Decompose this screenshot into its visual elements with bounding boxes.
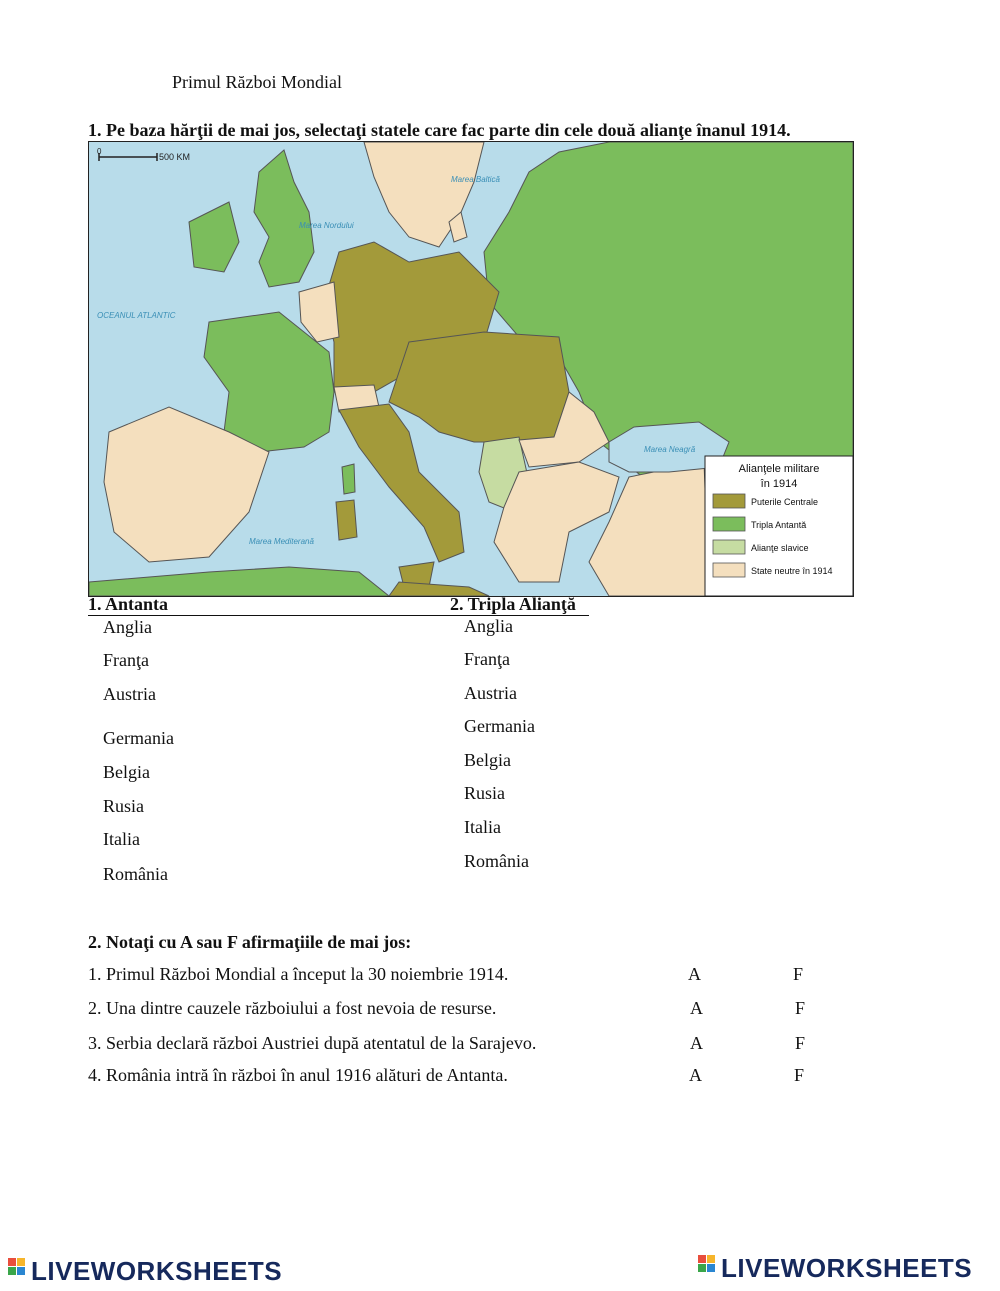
right-option-italia[interactable]: Italia (464, 817, 501, 837)
footer-logo-left-text: LIVEWORKSHEETS (31, 1256, 283, 1286)
scale-bar (97, 147, 190, 162)
statement-2-answer-a[interactable]: A (690, 998, 703, 1018)
left-option-germania[interactable]: Germania (103, 728, 174, 748)
label-marea-mediterana: Marea Mediterană (249, 537, 314, 546)
page-title: Primul Război Mondial (172, 72, 342, 92)
left-option-anglia[interactable]: Anglia (103, 617, 152, 637)
legend-label-entente: Tripla Antantă (751, 520, 807, 530)
map-corsica (342, 464, 355, 494)
footer-logo-right (698, 1253, 972, 1284)
left-option-romania[interactable]: România (103, 864, 168, 884)
legend-label-central: Puterile Centrale (751, 497, 819, 507)
statement-1: 1. Primul Război Mondial a început la 30 noiembrie 1914. (88, 964, 509, 984)
right-option-romania[interactable]: România (464, 851, 529, 871)
label-oceanul-atlantic: OCEANUL ATLANTIC (97, 311, 176, 320)
liveworksheets-logo-icon (698, 1255, 718, 1279)
footer-logo-left (8, 1256, 282, 1287)
left-option-italia[interactable]: Italia (103, 829, 140, 849)
map-legend (705, 456, 853, 596)
right-option-rusia[interactable]: Rusia (464, 783, 506, 803)
label-marea-nordului: Marea Nordului (299, 221, 354, 230)
left-option-belgia[interactable]: Belgia (103, 762, 150, 782)
europe-1914-map (88, 141, 854, 597)
legend-label-neutral: State neutre în 1914 (751, 566, 833, 576)
map-sardinia (336, 500, 357, 540)
legend-label-slavic: Alianţe slavice (751, 543, 809, 553)
footer-logo-right-text: LIVEWORKSHEETS (721, 1253, 973, 1283)
right-option-franta[interactable]: Franţa (464, 649, 510, 669)
question-1: 1. Pe baza hărţii de mai jos, selectaţi statele care fac parte din cele două alianţe înanul 1914. (88, 120, 791, 140)
legend-swatch-neutral (713, 563, 745, 577)
legend-swatch-central (713, 494, 745, 508)
legend-title-1: Alianţele militare (738, 463, 820, 475)
map-austria-hungary (389, 332, 569, 442)
scale-label: 500 KM (159, 152, 191, 162)
label-marea-neagra: Marea Neagră (644, 445, 696, 454)
left-option-rusia[interactable]: Rusia (103, 796, 145, 816)
right-option-belgia[interactable]: Belgia (464, 750, 511, 770)
statement-3-answer-a[interactable]: A (690, 1033, 703, 1053)
legend-swatch-slavic (713, 540, 745, 554)
right-option-austria[interactable]: Austria (464, 683, 517, 703)
map-drawing (89, 142, 853, 596)
right-option-anglia[interactable]: Anglia (464, 616, 513, 636)
statement-2-answer-f[interactable]: F (795, 998, 806, 1018)
statement-4: 4. România intră în război în anul 1916 alături de Antanta. (88, 1065, 508, 1085)
legend-swatch-entente (713, 517, 745, 531)
statement-1-answer-f[interactable]: F (793, 964, 804, 984)
header-antanta: 1. Antanta (88, 594, 169, 614)
left-option-franta[interactable]: Franţa (103, 650, 149, 670)
header-tripla-alianta: 2. Tripla Alianţă (450, 594, 576, 614)
liveworksheets-logo-icon (8, 1258, 28, 1282)
statement-3: 3. Serbia declară război Austriei după atentatul de la Sarajevo. (88, 1033, 537, 1053)
statement-3-answer-f[interactable]: F (795, 1033, 806, 1053)
statement-2: 2. Una dintre cauzele războiului a fost nevoia de resurse. (88, 998, 497, 1018)
map-britain (254, 150, 314, 287)
statement-4-answer-f[interactable]: F (794, 1065, 805, 1085)
right-option-germania[interactable]: Germania (464, 716, 535, 736)
map-north-africa (89, 567, 389, 596)
statement-1-answer-a[interactable]: A (688, 964, 701, 984)
label-marea-baltica: Marea Baltică (451, 175, 500, 184)
header-underline (88, 615, 589, 616)
statement-4-answer-a[interactable]: A (689, 1065, 702, 1085)
legend-title-2: în 1914 (760, 478, 798, 490)
map-ireland (189, 202, 239, 272)
scale-zero: 0 (97, 147, 102, 156)
left-option-austria[interactable]: Austria (103, 684, 156, 704)
question-2: 2. Notaţi cu A sau F afirmaţiile de mai jos: (88, 932, 412, 952)
